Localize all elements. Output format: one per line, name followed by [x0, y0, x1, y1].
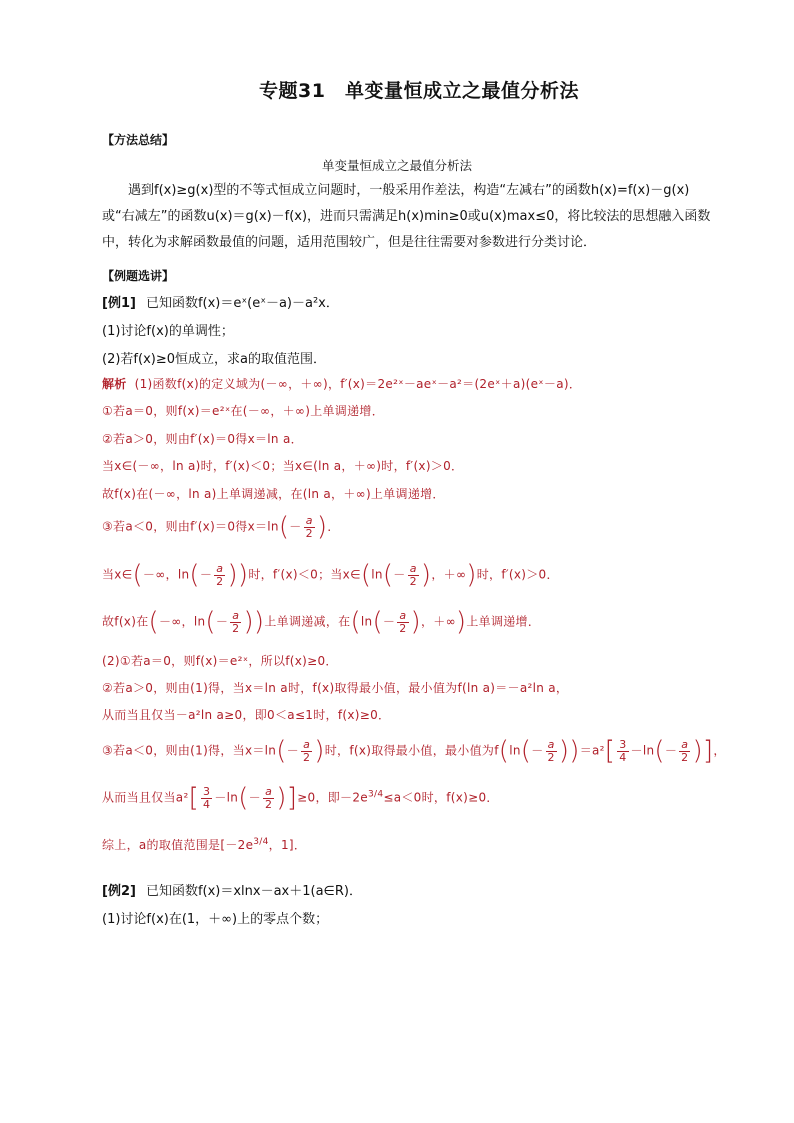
solution-line-12: ③若a＜0，则由(1)得，当x＝ln(－ $\frac{a}{2}$ )时，f(x)取得最小值，最小值为f(ln(－ $\frac{a}{2}$ ))＝a²[ $\frac{3}{4}$ －ln(－ $\frac{a}{2}$ )]， — [102, 736, 726, 766]
solution-line-11: 从而当且仅当－a²ln a≥0，即0＜a≤1时，f(x)≥0． — [102, 708, 391, 722]
page-title: 专题31 单变量恒成立之最值分析法 — [259, 80, 579, 102]
example2-q1: (1)讨论f(x)在(1，＋∞)上的零点个数； — [102, 912, 329, 927]
example1-q2: (2)若f(x)≥0恒成立，求a的取值范围． — [102, 352, 326, 367]
solution-line-3: ②若a＞0，则由f′(x)＝0得x＝ln a． — [102, 432, 303, 446]
solution-text-6a: ③若a＜0，则由f′(x)＝0得x＝ln — [102, 519, 279, 534]
solution-line-14: 综上，a的取值范围是[$-2e^{3/4}$，1]． — [102, 837, 307, 852]
fraction: $\frac{a}{2}$ — [305, 513, 313, 540]
example1-stem — [102, 292, 339, 311]
solution-line-7: 当x∈(－∞，ln(－ $\frac{a}{2}$ ))时，f′(x)＜0；当x∈(ln(－ $\frac{a}{2}$ )，＋∞)时，f′(x)＞0． — [102, 560, 559, 590]
examples-heading: 【例题选讲】 — [102, 269, 175, 283]
example2-stem — [102, 880, 362, 899]
method-summary-heading: 【方法总结】 — [102, 133, 175, 147]
solution-line-2: ①若a＝0，则f(x)＝e²ˣ在(－∞，＋∞)上单调递增． — [102, 404, 385, 418]
example1-text: 已知函数f(x)＝eˣ(eˣ－a)－a²x． — [145, 296, 339, 311]
method-subtitle: 单变量恒成立之最值分析法 — [321, 158, 472, 173]
example2-label: [例2] — [102, 884, 136, 899]
solution-line-9: (2)①若a＝0，则f(x)＝e²ˣ，所以f(x)≥0． — [102, 654, 338, 668]
solution-line-6: ③若a＜0，则由f′(x)＝0得x＝ln(－ $\frac{a}{2}$ )． — [102, 512, 340, 542]
solution-line-1 — [102, 375, 581, 392]
solution-keyword: 解析 — [102, 377, 127, 391]
solution-line-10: ②若a＞0，则由(1)得，当x＝ln a时，f(x)取得最小值，最小值为f(ln a)＝－a²ln a， — [102, 681, 569, 695]
solution-text-1: (1)函数f(x)的定义域为(－∞，＋∞)，f′(x)＝2e²ˣ－aeˣ－a²＝(2eˣ＋a)(eˣ－a)． — [134, 377, 582, 391]
solution-line-5: 故f(x)在(－∞，ln a)上单调递减，在(ln a，＋∞)上单调递增． — [102, 487, 445, 501]
example1-q1: (1)讨论f(x)的单调性； — [102, 324, 234, 339]
example1-label: [例1] — [102, 296, 136, 311]
solution-line-8: 故f(x)在(－∞，ln(－ $\frac{a}{2}$ ))上单调递减，在(ln(－ $\frac{a}{2}$ )，＋∞)上单调递增． — [102, 607, 541, 637]
solution-line-13: 从而当且仅当a²[ $\frac{3}{4}$ －ln(－ $\frac{a}{2}$ )]≥0，即$-2e^{3/4}\le a<0$时，f(x)≥0． — [102, 783, 499, 813]
solution-line-4: 当x∈(－∞，ln a)时，f′(x)＜0；当x∈(ln a，＋∞)时，f′(x)＞0． — [102, 459, 464, 473]
method-body: 遇到f(x)≥g(x)型的不等式恒成立问题时，一般采用作差法，构造“左减右”的函数h(x)=f(x)－g(x)或“右减左”的函数u(x)＝g(x)－f(x)，进而只需满足h(x)min≥0或u(x)max≤0，将比较法的思想融入函数中，转化为求解函数最值的问题，适用范围较广，但是往往需要对参数进行分类讨论． — [102, 183, 711, 250]
example2-text: 已知函数f(x)＝xlnx－ax＋1(a∈R)． — [145, 884, 362, 899]
